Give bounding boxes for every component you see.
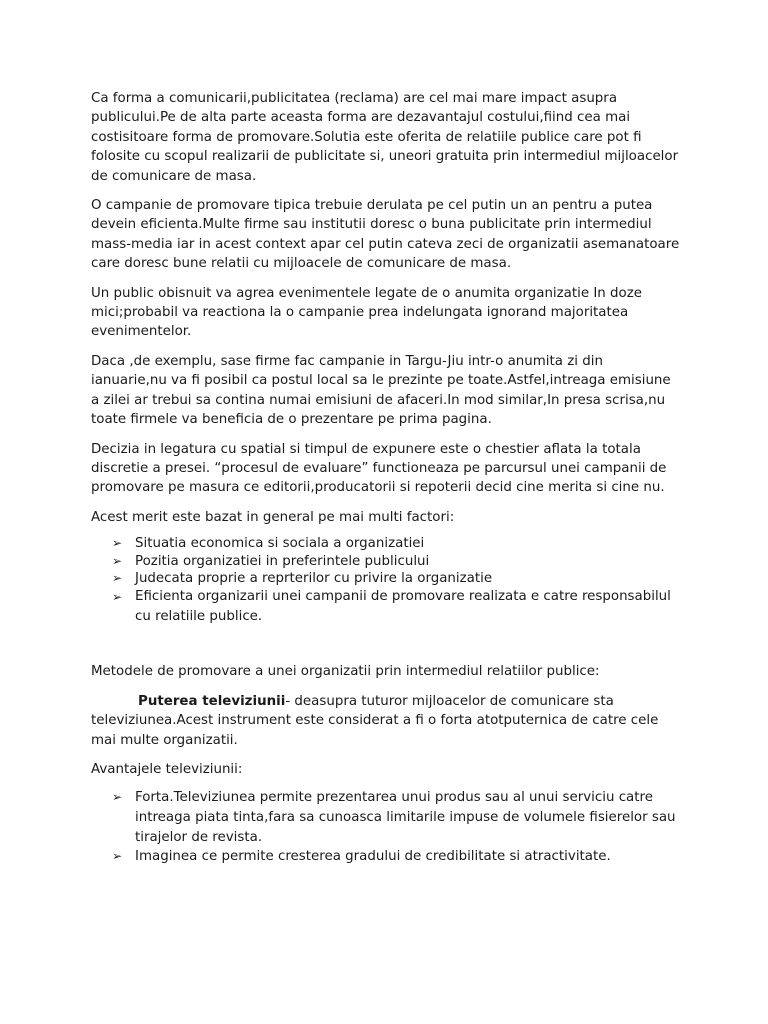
list-item [91, 847, 681, 867]
paragraph-8 [91, 692, 681, 750]
arrow-bullet-icon: ➢ [112, 570, 123, 585]
arrow-bullet-icon: ➢ [112, 590, 123, 605]
list-item-text: Imaginea ce permite cresterea gradului de credibilitate si atractivitate. [135, 849, 611, 865]
paragraph-3: Un public obisnuit va agrea evenimentele legate de o anumita organizatie In doze mici;probabil va reactiona la o campanie prea indelungata ignorand majoritatea evenimentelor. [91, 285, 643, 340]
advantages-list [91, 788, 681, 866]
factors-list [91, 535, 681, 627]
list-item [91, 553, 681, 570]
list-item [91, 587, 681, 627]
spacer [91, 627, 681, 651]
arrow-bullet-icon: ➢ [112, 849, 123, 864]
arrow-bullet-icon: ➢ [112, 790, 123, 805]
arrow-bullet-icon: ➢ [112, 536, 123, 551]
paragraph-6: Acest merit este bazat in general pe mai multi factori: [91, 509, 455, 525]
paragraph-2: O campanie de promovare tipica trebuie derulata pe cel putin un an pentru a putea devein eficienta.Multe firme sau institutii doresc o buna publicitate prin intermediul mass-media iar in acest context apar cel putin cateva zeci de organizatii asemanatoare care doresc bune relatii cu mijloacele de comunicare de masa. [91, 198, 680, 272]
list-item-text: Situatia economica si sociala a organizatiei [135, 536, 425, 552]
paragraph-4: Daca ,de exemplu, sase firme fac campanie in Targu-Jiu intr-o anumita zi din ianuarie,nu va fi posibil ca postul local sa le prezinte pe toate.Astfel,intreaga emisiune a zilei ar trebui sa contina numai emisiuni de afaceri.In mod similar,In presa scrisa,nu toate firmele va beneficia de o prezentare pe prima pagina. [91, 353, 671, 428]
list-item-text: Pozitia organizatiei in preferintele publicului [135, 553, 430, 569]
paragraph-7: Metodele de promovare a unei organizatii prin intermediul relatiilor publice: [91, 664, 600, 680]
paragraph-8-text: - deasupra tuturor mijloacelor de comunicare sta televiziunea.Acest instrument este considerat a fi o forta atotputernica de catre cele mai multe organizatii. [91, 693, 659, 748]
document-page [91, 89, 681, 867]
list-item [91, 570, 681, 587]
paragraph-9: Avantajele televiziunii: [91, 761, 243, 777]
list-item-text: Eficienta organizarii unei campanii de promovare realizata e catre responsabilul cu relatiile publice. [135, 589, 671, 625]
section-heading: Puterea televiziunii [138, 693, 286, 709]
list-item [91, 788, 681, 847]
list-item-text: Forta.Televiziunea permite prezentarea unui produs sau al unui serviciu catre intreaga piata tinta,fara sa cunoasca limitarile impuse de volumele fisierelor sau tirajelor de revista. [135, 790, 676, 845]
paragraph-1: Ca forma a comunicarii,publicitatea (reclama) are cel mai mare impact asupra publicului.Pe de alta parte aceasta forma are dezavantajul costului,fiind cea mai costisitoare forma de promovare.Solutia este oferita de relatiile publice care pot fi folosite cu scopul realizarii de publicitate si, uneori gratuita prin intermediul mijloacelor de comunicare de masa. [91, 91, 679, 184]
list-item [91, 535, 681, 552]
list-item-text: Judecata proprie a reprterilor cu privire la organizatie [135, 570, 493, 586]
arrow-bullet-icon: ➢ [112, 553, 123, 568]
paragraph-5: Decizia in legatura cu spatial si timpul de expunere este o chestier aflata la totala discretie a presei. “procesul de evaluare” functioneaza pe parcursul unei campanii de promovare pe masura ce editorii,producatorii si repoterii decid cine merita si cine nu. [91, 441, 667, 496]
